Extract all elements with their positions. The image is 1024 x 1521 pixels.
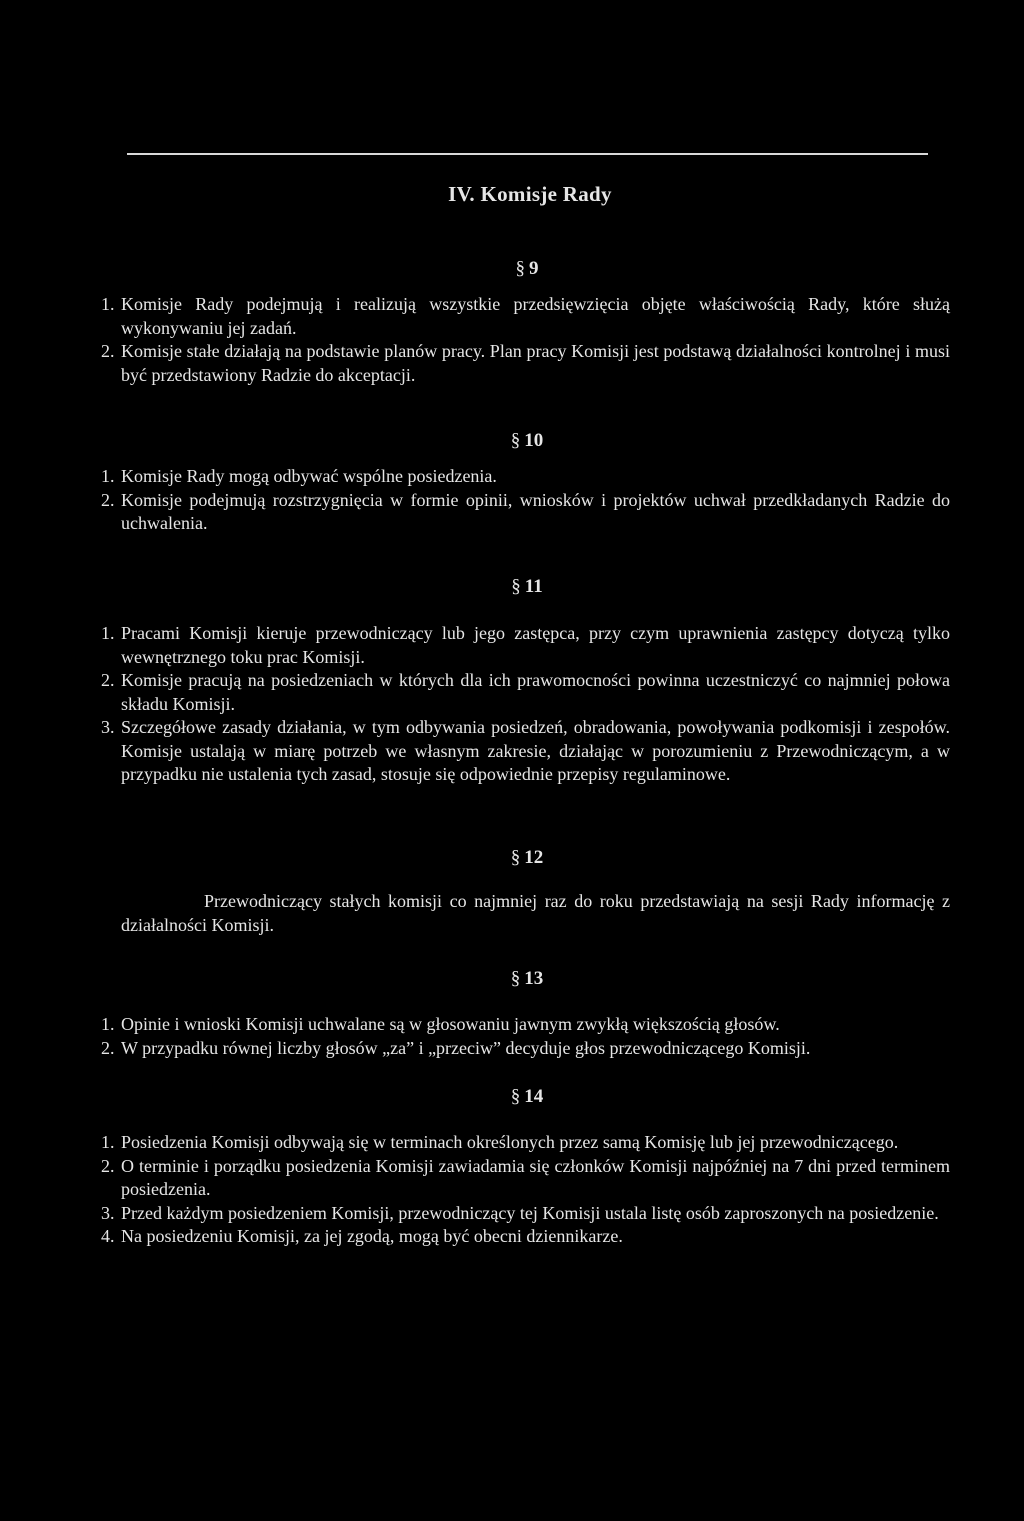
section-9 [0,255,1024,387]
list-item [101,1225,950,1249]
section-heading [0,427,1024,455]
paragraph: Przewodniczący stałych komisji co najmniej raz do roku przedstawiają na sesji Rady informację z działalności Komisji. [121,891,950,935]
top-rule [127,153,928,155]
section-number: 10 [524,430,544,451]
item-text: Na posiedzeniu Komisji, za jej zgodą, mogą być obecni dziennikarze. [121,1226,623,1246]
section-13 [0,965,1024,1060]
section-number: 9 [529,258,539,279]
list-item [101,1202,950,1226]
section-heading [0,1083,1024,1111]
list-item [101,716,950,787]
item-text: Komisje podejmują rozstrzygnięcia w formie opinii, wniosków i projektów uchwał przedkładanych Radzie do uchwalenia. [121,489,950,533]
item-text: Pracami Komisji kieruje przewodniczący lub jego zastępca, przy czym uprawnienia zastępcy dotyczą tylko wewnętrznego toku prac Komisji. [121,623,950,667]
item-text: Przed każdym posiedzeniem Komisji, przewodniczący tej Komisji ustala listę osób zaproszonych na posiedzenie. [121,1202,939,1223]
section-14 [0,1083,1024,1249]
item-number: 2. [101,341,115,361]
section-sign: § [510,847,521,868]
item-number: 2. [101,1155,115,1176]
item-number: 3. [101,1202,115,1223]
item-number: 4. [101,1226,115,1246]
list-item [101,1013,950,1037]
item-text: Opinie i wnioski Komisji uchwalane są w głosowaniu jawnym zwykłą większością głosów. [121,1014,780,1034]
item-text: Komisje stałe działają na podstawie planów pracy. Plan pracy Komisji jest podstawą działalności kontrolnej i musi być przedstawiony Radzie do akceptacji. [121,341,950,385]
section-sign: § [510,1086,521,1107]
list-item [101,1131,950,1155]
item-number: 1. [101,1014,115,1034]
item-text: W przypadku równej liczby głosów „za” i „przeciw” decyduje głos przewodniczącego Komisji. [121,1037,811,1058]
section-heading [0,965,1024,993]
section-sign: § [510,968,521,989]
section-heading [0,573,1024,601]
list-item [101,669,950,716]
item-text: Komisje Rady podejmują i realizują wszystkie przedsięwzięcia objęte właściwością Rady, które służą wykonywaniu jej zadań. [121,294,950,338]
item-number: 2. [101,1037,115,1058]
item-text: Szczegółowe zasady działania, w tym odbywania posiedzeń, obradowania, powoływania podkomisji i zespołów. Komisje ustalają w miarę potrzeb we własnym zakresie, działając w porozumieniu z Przewodniczącym, a w przypadku nie ustalenia tych zasad, stosuje się odpowiednie przepisy regulaminowe. [121,717,950,784]
list-item [101,465,950,489]
list-item [101,293,950,340]
section-sign: § [511,576,521,597]
section-11 [0,573,1024,787]
item-number: 1. [101,1132,115,1152]
chapter-title: IV. Komisje Rady [448,182,612,206]
list-item [101,1155,950,1202]
item-text: Komisje pracują na posiedzeniach w których dla ich prawomocności powinna uczestniczyć co najmniej połowa składu Komisji. [121,670,950,714]
item-number: 1. [101,294,115,314]
item-text: Komisje Rady mogą odbywać wspólne posiedzenia. [121,466,497,486]
item-text: O terminie i porządku posiedzenia Komisji zawiadamia się członków Komisji najpóźniej na 7 dni przed terminem posiedzenia. [121,1155,950,1199]
section-heading [0,844,1024,872]
item-number: 3. [101,717,115,737]
item-number: 2. [101,489,115,510]
item-text: Posiedzenia Komisji odbywają się w terminach określonych przez samą Komisję lub jej przewodniczącego. [121,1132,899,1152]
section-12 [0,844,1024,937]
section-sign: § [515,258,525,279]
list-item [101,1037,950,1061]
item-number: 1. [101,623,115,643]
list-item [101,340,950,387]
item-number: 1. [101,466,115,486]
section-number: 14 [524,1086,544,1107]
item-number: 2. [101,670,115,690]
section-number: 11 [524,576,543,597]
section-number: 12 [524,847,544,868]
list-item [101,622,950,669]
section-sign: § [510,430,521,451]
list-item [101,489,950,536]
section-10 [0,427,1024,536]
section-heading [0,255,1024,283]
section-number: 13 [524,968,544,989]
